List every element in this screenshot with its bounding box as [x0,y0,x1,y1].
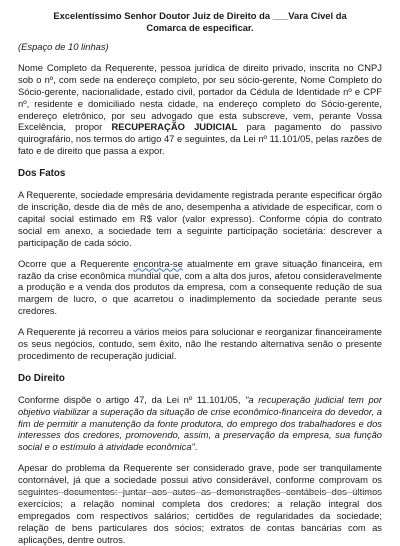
law-paragraph-2: Apesar do problema da Requerente ser considerado grave, pode ser tranquilamente contornável, já que a sociedade possui ativo considerável, conforme comprovam os exercícios; a relação nominal completa dos credores; a relação integral dos empregados com respectivos salários; certidões de regularidades da sociedade; relação de bens particulares dos sócios; extratos de contas bancárias com as aplicações, dentre outros. [18,462,382,545]
facts-paragraph-2 [18,258,382,318]
law-p1-end: . [194,441,198,453]
law-paragraph-1 [18,394,382,454]
section-title-facts: Dos Fatos [18,168,66,180]
facts-paragraph-3: A Requerente já recorreu a vários meios para solucionar e reorganizar financeiramente os seus negócios, contudo, sem êxito, não lhe restando alternativa senão o presente procedimento de recuperação judicial. [18,326,382,361]
law-quote: "a recuperação judicial tem por objetivo viabilizar a superação da situação de crise econômico-financeira do devedor, a fim de permitir a manutenção da fonte produtora, do emprego dos trabalhadores e dos interesses dos credores, promovendo, assim, a preservação da empresa, sua função social e o estímulo à atividade econômica" [18,393,382,453]
action-title: RECUPERAÇÃO JUDICIAL [111,121,238,133]
section-title-law: Do Direito [18,372,65,384]
intro-text-1: Nome Completo da Requerente, pessoa jurídica de direito privado, inscrita no CNPJ sob o nº, com sede na endereço completo, por seu sócio-gerente, Nome Completo do Sócio-gerente, nacionalidade, estado civil, portador da Cédula de Identidade nº e CPF nº, residente e domiciliado nesta cidade, na endereço completo do Sócio-gerente, endereço eletrônico, por seu advogado que esta subscreve, vem, perante Vossa Excelência, propor [18,61,382,133]
facts-p2-start: Ocorre que a Requerente [18,257,134,269]
spellcheck-underlined-word: encontra-se [133,257,183,269]
intro-text-2: para pagamento do passivo quirografário, nos termos do artigo 47 e seguintes, da Lei nº 11.101/05, pelas razões de fato e de direito que passa a expor. [18,121,382,157]
facts-paragraph-1: A Requerente, sociedade empresária devidamente registrada perante especificar órgão de inscrição, desde dia de mês de ano, desempenha a atividade de especificar, com o capital social estimado em R$ valor (valor expresso). Conforme cópia do contrato social em anexo, a sociedade tem a seguinte participação societária: descrever a participação de cada sócio. [18,189,382,248]
spacing-note: (Espaço de 10 linhas) [18,41,109,52]
law-p1-start: Conforme dispõe o artigo 47, da Lei nº 11.101/05, [18,393,246,405]
intro-paragraph [18,62,382,157]
bottom-divider [18,492,382,493]
document-heading: Excelentíssimo Senhor Doutor Juiz de Direito da ___Vara Cível da Comarca de especificar. [53,10,347,33]
facts-p2-rest: atualmente em grave situação financeira, em razão da crise econômica mundial que, com a alta dos juros, afetou consideravelmente a produção e a venda dos produtos da empresa, com a consequente redução de sua margem de lucro, o que acarretou o inadimplemento da sociedade perante seus credores. [18,257,383,317]
